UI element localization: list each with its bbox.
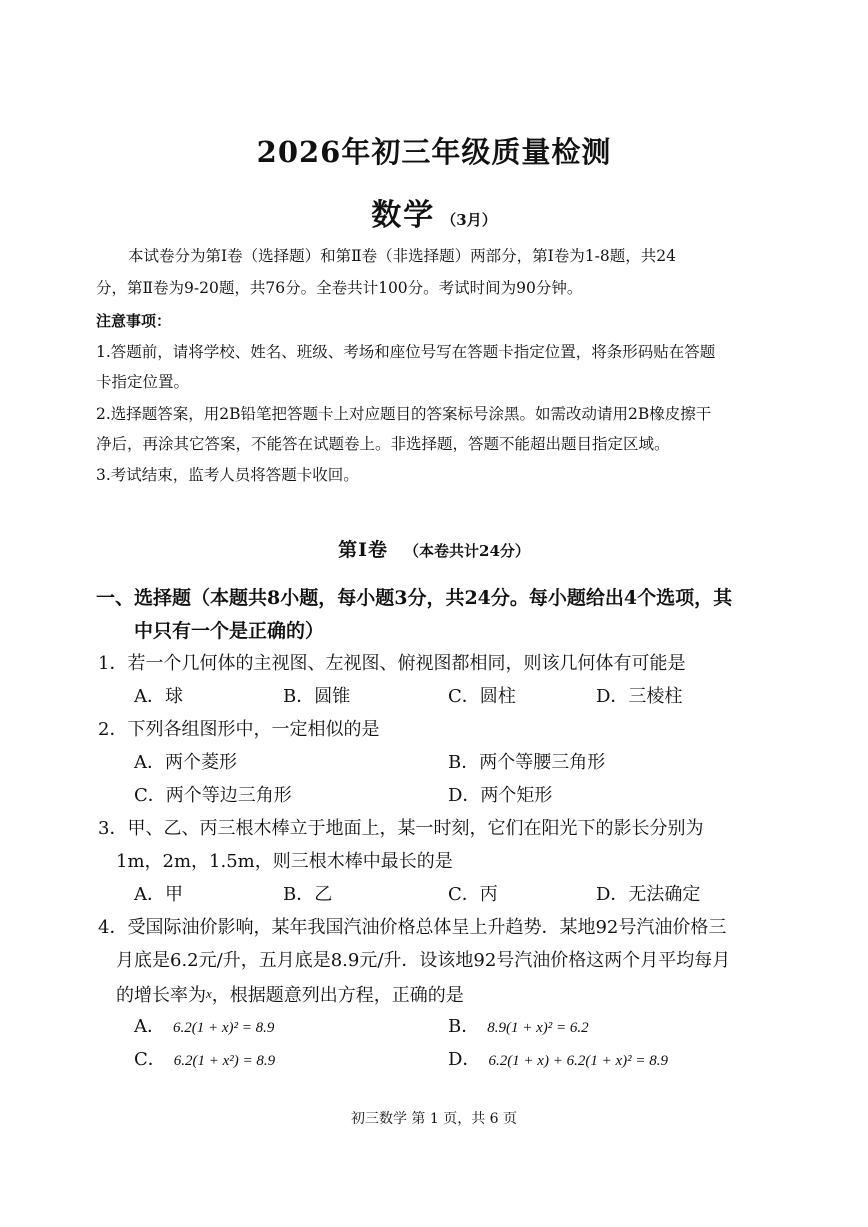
intro-line-1: 本试卷分为第Ⅰ卷（选择题）和第Ⅱ卷（非选择题）两部分，第Ⅰ卷为1-8题，共24 — [128, 247, 676, 265]
question-4-stem-text: ，根据题意列出方程，正确的是 — [211, 985, 464, 1006]
option-equation: 6.2(1 + x)² = 8.9 — [173, 1020, 275, 1036]
question-1-option-b: B．圆锥 — [283, 686, 351, 707]
question-3-stem-line-2: 1m，2m，1.5m，则三根木棒中最长的是 — [116, 851, 453, 872]
question-3-stem-line-1: 3．甲、乙、丙三根木棒立于地面上，某一时刻，它们在阳光下的影长分别为 — [98, 818, 704, 839]
part-one-heading-line-1: 一、选择题（本题共8小题，每小题3分，共24分。每小题给出4个选项，其 — [96, 587, 733, 609]
note-line: 净后，再涂其它答案，不能答在试题卷上。非选择题，答题不能超出题目指定区域。 — [96, 435, 670, 453]
question-4-stem-line-2: 月底是6.2元/升，五月底是8.9元/升．设该地92号汽油价格这两个月平均每月 — [116, 950, 731, 971]
question-2-option-b: B．两个等腰三角形 — [448, 752, 606, 773]
option-label: D． — [448, 1049, 481, 1070]
question-3-option-c: C．丙 — [448, 884, 498, 905]
part-one-heading-line-2: 中只有一个是正确的） — [134, 620, 325, 642]
question-2-option-a: A．两个菱形 — [134, 752, 237, 773]
exam-title: 2026年初三年级质量检测 — [256, 135, 612, 169]
question-2-stem: 2．下列各组图形中，一定相似的是 — [98, 719, 380, 740]
question-4-option-c — [134, 1049, 275, 1072]
note-line: 2.选择题答案，用2B铅笔把答题卡上对应题目的答案标号涂黑。如需改动请用2B橡皮擦干 — [96, 405, 712, 423]
question-1-option-a: A．球 — [134, 686, 183, 707]
question-4-option-b — [448, 1016, 589, 1039]
page-footer: 初三数学 第 1 页，共 6 页 — [350, 1111, 518, 1127]
question-4-option-d — [448, 1049, 668, 1072]
option-label: A． — [134, 1016, 165, 1037]
question-3-option-b: B．乙 — [283, 884, 333, 905]
question-4-option-a — [134, 1016, 274, 1039]
section-title: 第Ⅰ卷 — [338, 539, 388, 561]
option-label: C． — [134, 1049, 166, 1070]
question-3-option-a: A．甲 — [134, 884, 183, 905]
note-line: 卡指定位置。 — [96, 373, 190, 391]
question-1-option-d: D．三棱柱 — [596, 686, 683, 707]
question-2-option-c: C．两个等边三角形 — [134, 785, 292, 806]
question-4-stem-line-1: 4．受国际油价影响，某年我国汽油价格总体呈上升趋势．某地92号汽油价格三 — [98, 917, 727, 938]
question-1-stem: 1．若一个几何体的主视图、左视图、俯视图都相同，则该几何体有可能是 — [98, 653, 686, 674]
section-note: （本卷共计24分） — [404, 542, 530, 560]
option-label: B． — [448, 1016, 480, 1037]
question-1-option-c: C．圆柱 — [448, 686, 516, 707]
exam-month: （3月） — [441, 211, 497, 229]
note-line: 1.答题前，请将学校、姓名、班级、考场和座位号写在答题卡指定位置，将条形码贴在答题 — [96, 343, 716, 361]
section-heading — [0, 535, 868, 562]
option-equation: 8.9(1 + x)² = 6.2 — [487, 1020, 589, 1036]
option-equation: 6.2(1 + x²) = 8.9 — [173, 1053, 276, 1069]
question-4-stem-text: 的增长率为 — [116, 985, 206, 1006]
question-2-option-d: D．两个矩形 — [448, 785, 553, 806]
variable-x: x — [206, 986, 212, 1001]
option-equation: 6.2(1 + x) + 6.2(1 + x)² = 8.9 — [488, 1053, 668, 1069]
question-3-option-d: D．无法确定 — [596, 884, 701, 905]
question-4-stem-line-3 — [116, 983, 464, 1007]
subject-heading — [0, 190, 868, 234]
note-line: 3.考试结束，监考人员将答题卡收回。 — [96, 466, 359, 484]
notes-title: 注意事项： — [96, 312, 172, 330]
intro-line-2: 分，第Ⅱ卷为9-20题，共76分。全卷共计100分。考试时间为90分钟。 — [96, 279, 583, 297]
subject-name: 数学 — [371, 198, 436, 233]
